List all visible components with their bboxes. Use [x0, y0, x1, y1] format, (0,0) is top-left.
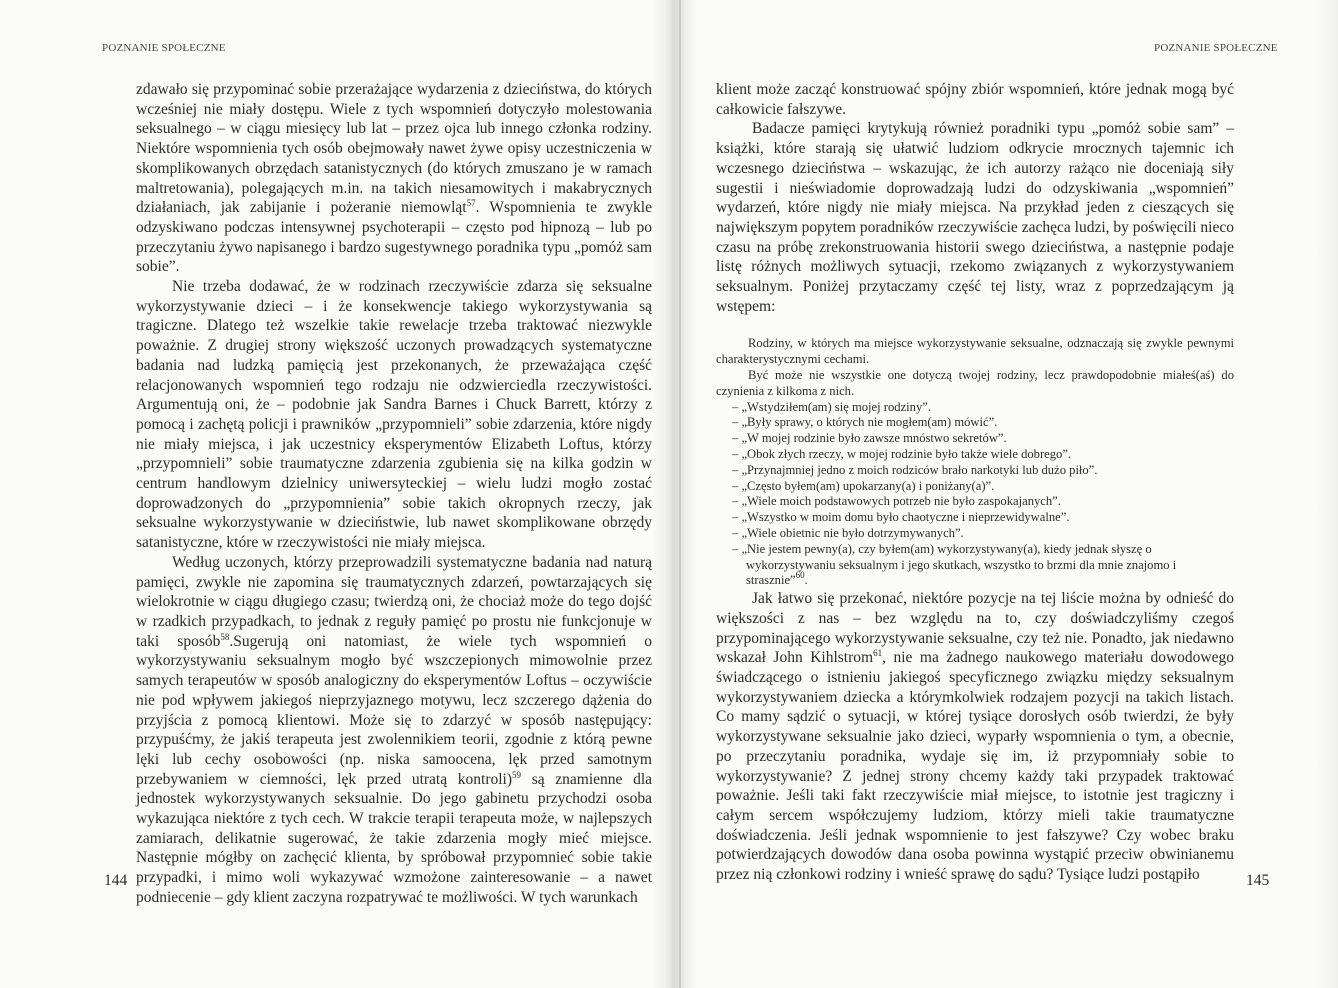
footnote-ref: 60 — [795, 570, 805, 581]
list-item: – „Przynajmniej jedno z moich rodziców brało narkotyki lub dużo piło”. — [732, 462, 1098, 477]
list-item: – „Wiele obietnic nie było dotrzymywanych”. — [732, 526, 964, 540]
right-paragraph-3: Jak łatwo się przekonać, niektóre pozycje na tej liście można by odnieść do większości z nas – bez względu na to, czy doświadczyliśmy czegoś przypominającego wykorzystywanie seksualne, czy też nie. Ponadto, jak niedawno wskazał John Kihlstrom$^{61}$, nie ma żadnego naukowego materiału dowodowego świadczącego o istnieniu jakiegoś specyficznego związku między seksualnym wykorzystywaniem dziecka a którymkolwiek rodzajem pozycji na takich listach. Co mamy sądzić o sytuacji, w której tysiące dorosłych osób twierdzi, że były wykorzystywane seksualnie jako dzieci, wyparły wspomnienia o tym, a obecnie, po przeczytaniu poradnika, wydaje się im, iż przypomniały sobie to wykorzystywanie? Z jednej strony chcemy każdy taki przypadek traktować poważnie. Jeśli taki fakt rzeczywiście miał miejsce, to istotnie jest tragiczny i całym sercem współczujemy ludziom, którzy mieli takie traumatyczne doświadczenia. Jeśli jednak wspomnienie to jest fałszywe? Czy wobec braku potwierdzających dowodów dana osoba powinna wystąpić przeciw obwinianemu przez nią członkowi rodziny i wnieść sprawę do sądu? Tysiące ludzi postąpiło — [716, 590, 1234, 884]
right-paragraph-1: klient może zacząć konstruować spójny zbiór wspomnień, które jednak mogą być całkowicie fałszywe. — [716, 81, 1234, 118]
block-quote — [716, 336, 1234, 589]
list-item: – „Były sprawy, o których nie mogłem(am) mówić”. — [732, 415, 998, 430]
footnote-ref: 57 — [466, 198, 476, 209]
right-running-head: POZNANIE SPOŁECZNE — [1154, 42, 1278, 54]
footnote-ref: 61 — [873, 648, 883, 659]
list-item: – „Wszystko w moim domu było chaotyczne i nieprzewidywalne”. — [732, 510, 1070, 525]
right-page — [672, 0, 1338, 988]
left-page-number: 144 — [104, 872, 128, 889]
footnote-ref: 58 — [220, 631, 230, 642]
left-page-body — [136, 80, 652, 908]
list-item: – „Wstydziłem(am) się mojej rodziny”. — [732, 399, 931, 414]
left-running-head: POZNANIE SPOŁECZNE — [102, 42, 226, 54]
left-paragraph-2: Nie trzeba dodawać, że w rodzinach rzeczywiście zdarza się seksualne wykorzystywanie dzieci – i że konsekwencje takiego wykorzystywania są tragiczne. Dlatego też wszelkie takie rewelacje trzeba traktować niezwykle poważnie. Z drugiej strony większość uczonych prowadzących systematyczne badania nad ludzką pamięcią jest przekonanych, że przeważająca część relacjonowanych wspomnień tego rodzaju nie odzwierciedla rzeczywistości. Argumentują oni, że – podobnie jak Sandra Barnes i Chuck Barrett, którzy z pomocą i zachętą policji i prawników „przypomnieli” sobie zdarzenia, które nigdy nie miały miejsca, i jak uczestnicy eksperymentów Elizabeth Loftus, którzy „przypomnieli” sobie traumatyczne zdarzenia zgubienia się na kilka godzin w centrum handlowym dzielnicy uniwersyteckiej – wielu ludzi mogło zostać doprowadzonych do „przypomnienia” sobie takich okropnych rzeczy, jak seksualne wykorzystywanie w dzieciństwie, lub nawet skomplikowane obrzędy satanistyczne, które w rzeczywistości nie miały miejsca. — [136, 278, 652, 552]
list-item-last: – „Nie jestem pewny(a), czy byłem(am) wykorzystywany(a), kiedy jednak słyszę o wykorzystywaniu seksualnym i jego skutkach, wszystko to brzmi dla mnie znajomo i strasznie”$^{60}$. — [732, 541, 1177, 588]
right-page-number: 145 — [1246, 872, 1270, 889]
list-item: – „Obok złych rzeczy, w mojej rodzinie było także wiele dobrego”. — [732, 447, 1072, 462]
left-paragraph-1: zdawało się przypominać sobie przerażające wydarzenia z dzieciństwa, do których wcześniej nie miały dostępu. Wiele z tych wspomnień dotyczyło molestowania seksualnego – w ciągu miesięcy lub lat – przez ojca lub innego członka rodziny. Niektóre wspomnienia tych osób obejmowały nawet żywe opisy uczestniczenia w skomplikowanych obrzędach satanistycznych (do których zmuszano je w ramach maltretowania), polegających m.in. na takich niesamowitych i makabrycznych działaniach, jak zabijanie i pożeranie niemowląt$^{57}$. Wspomnienia te zwykle odzyskiwano podczas intensywnej psychoterapii – często pod hipnozą – lub po przeczytaniu żywo napisanego i bardzo sugestywnego poradnika typu „pomóż sam sobie”. — [136, 81, 652, 276]
quote-intro-2: Być może nie wszystkie one dotyczą twojej rodziny, lecz prawdopodobnie miałeś(aś) do czynienia z kilkoma z nich. — [716, 368, 1234, 398]
list-item: – „W mojej rodzinie było zawsze mnóstwo sekretów”. — [732, 431, 1007, 446]
right-paragraph-2: Badacze pamięci krytykują również poradniki typu „pomóż sobie sam” – książki, które starają się ułatwić ludziom odkrycie mrocznych tajemnic ich wczesnego dzieciństwa – wskazując, że ich autorzy rażąco nie doceniają siły sugestii i nieświadomie doprowadzają ludzi do odzyskiwania „wspomnień” wydarzeń, które nigdy nie miały miejsca. Na przykład jeden z cieszących się największym popytem poradników rzeczywiście zachęca ludzi, by poświęcili nieco czasu na próbę zrekonstruowania historii swego dzieciństwa, a następnie podaje listę różnych możliwych sytuacji, rzekomo związanych z wykorzystywaniem seksualnym. Poniżej przytaczamy część tej listy, wraz z poprzedzającym ją wstępem: — [716, 120, 1234, 315]
left-paragraph-3: Według uczonych, którzy przeprowadzili systematyczne badania nad naturą pamięci, zwykle nie zapomina się traumatycznych zdarzeń, powtarzających się wielokrotnie w ciągu długiego czasu; twierdzą oni, że chociaż może do tego dojść w rzadkich przypadkach, to jednak z reguły pamięć po prostu nie funkcjonuje w taki sposób$^{58}$.Sugerują oni natomiast, że wiele tych wspomnień o wykorzystywaniu seksualnym mogło być wszczepionych mimowolnie przez samych terapeutów w sposób analogiczny do eksperymentów Loftus – oczywiście nie pod wpływem jakiegoś nieprzyjaznego motywu, lecz szczerego dążenia do przyjścia z pomocą klientowi. Może się to zdarzyć w sposób następujący: przypuśćmy, że jakiś terapeuta jest zwolennikiem teorii, zgodnie z którą pewne lęki lub cechy osobowości (np. niska samoocena, lęk przed samotnym przebywaniem w ciemności, lęk przed utratą kontroli)$^{59}$ są znamienne dla jednostek wykorzystywanych seksualnie. Do jego gabinetu przychodzi osoba wykazująca niektóre z tych cech. W trakcie terapii terapeuta może, w najlepszych zamiarach, delikatnie sugerować, że takie zdarzenia mogły mieć miejsce. Następnie mógłby on zachęcić klienta, by spróbował przypomnieć sobie takie przypadki, i mimo woli wykazywać wzmożone zainteresowanie – a nawet podniecenie – gdy klient zaczyna rozpatrywać te możliwości. W tych warunkach — [136, 553, 653, 906]
list-item: – „Często byłem(am) upokarzany(a) i poniżany(a)”. — [732, 478, 995, 493]
footnote-ref: 59 — [512, 769, 522, 780]
list-item: – „Wiele moich podstawowych potrzeb nie było zaspokajanych”. — [732, 494, 1061, 509]
quote-intro: Rodziny, w których ma miejsce wykorzystywanie seksualne, odznaczają się zwykle pewnymi charakterystycznymi cechami. — [716, 336, 1234, 367]
right-page-body — [716, 80, 1234, 885]
quote-list — [716, 400, 1234, 590]
